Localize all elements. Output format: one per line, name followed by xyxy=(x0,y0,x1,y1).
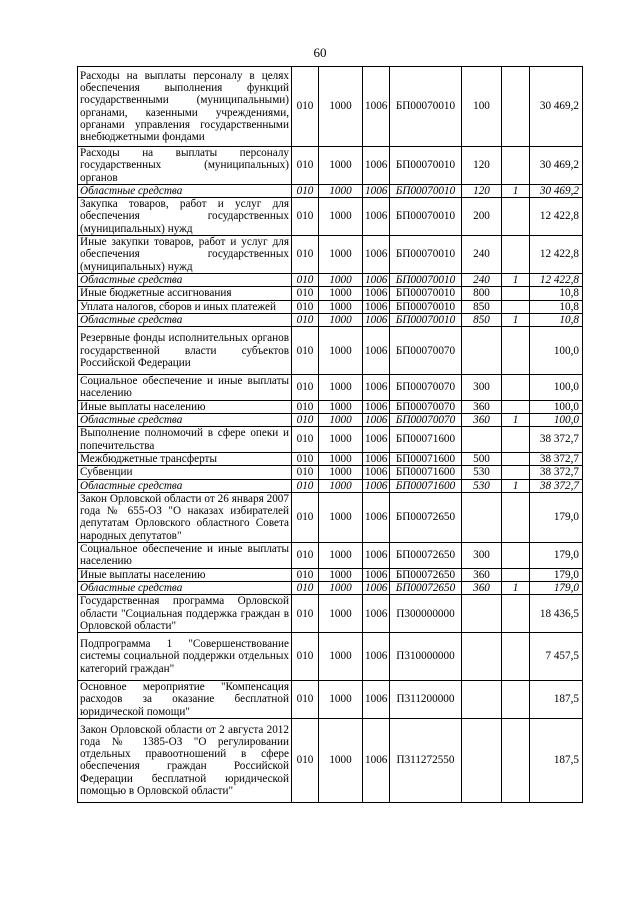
cell-pr: 1006 xyxy=(363,414,390,427)
cell-g: 010 xyxy=(292,313,319,326)
cell-g: 010 xyxy=(292,327,319,375)
cell-rz: 1000 xyxy=(319,427,363,453)
cell-src xyxy=(502,543,530,569)
budget-table xyxy=(77,66,583,803)
cell-rz: 1000 xyxy=(319,479,363,492)
table-row xyxy=(78,452,583,465)
cell-vr: 120 xyxy=(462,147,502,185)
cell-g: 010 xyxy=(292,427,319,453)
cell-pr: 1006 xyxy=(363,313,390,326)
cell-vr: 850 xyxy=(462,313,502,326)
cell-rz: 1000 xyxy=(319,452,363,465)
cell-src xyxy=(502,375,530,401)
cell-src xyxy=(502,300,530,313)
cell-vr: 100 xyxy=(462,67,502,147)
cell-csr: БП00070010 xyxy=(390,184,462,197)
cell-name: Подпрограмма 1 "Совершенствование системы социальной поддержки отдельных категорий граждан" xyxy=(78,633,292,681)
cell-pr: 1006 xyxy=(363,273,390,286)
table-row xyxy=(78,198,583,236)
table-row xyxy=(78,581,583,594)
cell-rz: 1000 xyxy=(319,313,363,326)
cell-g: 010 xyxy=(292,287,319,300)
cell-pr: 1006 xyxy=(363,633,390,681)
table-row xyxy=(78,595,583,633)
cell-sum: 12 422,8 xyxy=(530,273,583,286)
cell-src xyxy=(502,327,530,375)
cell-csr: БП00070010 xyxy=(390,147,462,185)
cell-csr: БП00070070 xyxy=(390,375,462,401)
cell-csr: П311200000 xyxy=(390,681,462,719)
cell-rz: 1000 xyxy=(319,147,363,185)
cell-name: Расходы на выплаты персоналу в целях обеспечения выполнения функций государственными (муниципальными) органами, казенными учреждениями, органами управления государственными внебюджетными фондами xyxy=(78,67,292,147)
cell-name: Закон Орловской области от 26 января 2007 года № 655-ОЗ "О наказах избирателей депутатам Орловского областного Совета народных депутатов" xyxy=(78,492,292,542)
cell-sum: 30 469,2 xyxy=(530,67,583,147)
cell-src xyxy=(502,681,530,719)
table-row xyxy=(78,236,583,274)
table-row xyxy=(78,287,583,300)
cell-vr: 530 xyxy=(462,479,502,492)
table-row xyxy=(78,327,583,375)
cell-g: 010 xyxy=(292,452,319,465)
cell-vr: 500 xyxy=(462,452,502,465)
table-row xyxy=(78,466,583,479)
cell-name: Основное мероприятие "Компенсация расходов за оказание бесплатной юридической помощи" xyxy=(78,681,292,719)
table-row xyxy=(78,300,583,313)
cell-rz: 1000 xyxy=(319,466,363,479)
table-row xyxy=(78,681,583,719)
cell-pr: 1006 xyxy=(363,327,390,375)
cell-g: 010 xyxy=(292,633,319,681)
cell-src xyxy=(502,400,530,413)
table-row xyxy=(78,400,583,413)
cell-src xyxy=(502,236,530,274)
cell-sum: 18 436,5 xyxy=(530,595,583,633)
cell-csr: П310000000 xyxy=(390,633,462,681)
cell-pr: 1006 xyxy=(363,466,390,479)
cell-sum: 179,0 xyxy=(530,568,583,581)
cell-pr: 1006 xyxy=(363,300,390,313)
cell-src xyxy=(502,568,530,581)
cell-csr: БП00072650 xyxy=(390,581,462,594)
cell-vr: 200 xyxy=(462,198,502,236)
cell-src xyxy=(502,718,530,802)
cell-pr: 1006 xyxy=(363,236,390,274)
cell-csr: БП00072650 xyxy=(390,492,462,542)
cell-sum: 12 422,8 xyxy=(530,198,583,236)
cell-pr: 1006 xyxy=(363,581,390,594)
cell-src: 1 xyxy=(502,184,530,197)
cell-name: Закупка товаров, работ и услуг для обеспечения государственных (муниципальных) нужд xyxy=(78,198,292,236)
cell-src: 1 xyxy=(502,273,530,286)
cell-g: 010 xyxy=(292,543,319,569)
cell-g: 010 xyxy=(292,273,319,286)
cell-name: Резервные фонды исполнительных органов государственной власти субъектов Российской Федерации xyxy=(78,327,292,375)
cell-pr: 1006 xyxy=(363,147,390,185)
table-row xyxy=(78,147,583,185)
cell-pr: 1006 xyxy=(363,184,390,197)
cell-g: 010 xyxy=(292,414,319,427)
cell-name: Областные средства xyxy=(78,273,292,286)
table-row xyxy=(78,375,583,401)
cell-g: 010 xyxy=(292,581,319,594)
cell-name: Иные закупки товаров, работ и услуг для обеспечения государственных (муниципальных) нужд xyxy=(78,236,292,274)
cell-sum: 30 469,2 xyxy=(530,184,583,197)
cell-vr xyxy=(462,492,502,542)
cell-src: 1 xyxy=(502,414,530,427)
cell-vr: 240 xyxy=(462,236,502,274)
cell-csr: БП00070010 xyxy=(390,236,462,274)
cell-pr: 1006 xyxy=(363,400,390,413)
cell-sum: 10,8 xyxy=(530,300,583,313)
cell-rz: 1000 xyxy=(319,492,363,542)
cell-vr: 360 xyxy=(462,581,502,594)
cell-src: 1 xyxy=(502,313,530,326)
cell-sum: 100,0 xyxy=(530,375,583,401)
cell-pr: 1006 xyxy=(363,543,390,569)
cell-vr: 300 xyxy=(462,375,502,401)
cell-vr xyxy=(462,327,502,375)
cell-sum: 187,5 xyxy=(530,681,583,719)
cell-vr: 360 xyxy=(462,414,502,427)
cell-rz: 1000 xyxy=(319,273,363,286)
cell-g: 010 xyxy=(292,198,319,236)
table-row xyxy=(78,543,583,569)
cell-sum: 187,5 xyxy=(530,718,583,802)
cell-csr: БП00070010 xyxy=(390,287,462,300)
cell-rz: 1000 xyxy=(319,633,363,681)
cell-pr: 1006 xyxy=(363,198,390,236)
cell-vr: 300 xyxy=(462,543,502,569)
cell-pr: 1006 xyxy=(363,67,390,147)
cell-vr xyxy=(462,718,502,802)
cell-g: 010 xyxy=(292,400,319,413)
cell-pr: 1006 xyxy=(363,287,390,300)
cell-sum: 30 469,2 xyxy=(530,147,583,185)
cell-csr: БП00071600 xyxy=(390,479,462,492)
cell-src xyxy=(502,147,530,185)
cell-vr xyxy=(462,681,502,719)
cell-vr: 240 xyxy=(462,273,502,286)
cell-csr: П300000000 xyxy=(390,595,462,633)
cell-g: 010 xyxy=(292,718,319,802)
cell-rz: 1000 xyxy=(319,67,363,147)
cell-name: Государственная программа Орловской области "Социальная поддержка граждан в Орловской области" xyxy=(78,595,292,633)
table-row xyxy=(78,633,583,681)
cell-g: 010 xyxy=(292,236,319,274)
cell-rz: 1000 xyxy=(319,184,363,197)
cell-sum: 179,0 xyxy=(530,543,583,569)
cell-src xyxy=(502,633,530,681)
cell-sum: 100,0 xyxy=(530,400,583,413)
cell-sum: 12 422,8 xyxy=(530,236,583,274)
cell-csr: БП00072650 xyxy=(390,543,462,569)
cell-g: 010 xyxy=(292,147,319,185)
cell-pr: 1006 xyxy=(363,479,390,492)
cell-csr: БП00070010 xyxy=(390,313,462,326)
cell-sum: 38 372,7 xyxy=(530,479,583,492)
cell-rz: 1000 xyxy=(319,287,363,300)
cell-csr: БП00070010 xyxy=(390,198,462,236)
cell-vr xyxy=(462,595,502,633)
table-row xyxy=(78,414,583,427)
cell-vr: 360 xyxy=(462,568,502,581)
cell-rz: 1000 xyxy=(319,595,363,633)
table-row xyxy=(78,492,583,542)
table-row xyxy=(78,67,583,147)
cell-vr: 120 xyxy=(462,184,502,197)
cell-vr xyxy=(462,633,502,681)
cell-rz: 1000 xyxy=(319,300,363,313)
cell-name: Иные выплаты населению xyxy=(78,400,292,413)
cell-sum: 100,0 xyxy=(530,327,583,375)
cell-sum: 179,0 xyxy=(530,492,583,542)
cell-vr: 850 xyxy=(462,300,502,313)
cell-g: 010 xyxy=(292,479,319,492)
cell-sum: 38 372,7 xyxy=(530,452,583,465)
cell-rz: 1000 xyxy=(319,198,363,236)
cell-pr: 1006 xyxy=(363,681,390,719)
cell-rz: 1000 xyxy=(319,414,363,427)
cell-g: 010 xyxy=(292,184,319,197)
cell-name: Уплата налогов, сборов и иных платежей xyxy=(78,300,292,313)
table-row xyxy=(78,718,583,802)
cell-rz: 1000 xyxy=(319,327,363,375)
cell-src xyxy=(502,452,530,465)
cell-name: Областные средства xyxy=(78,184,292,197)
cell-src xyxy=(502,67,530,147)
cell-csr: БП00070070 xyxy=(390,414,462,427)
cell-src xyxy=(502,492,530,542)
cell-csr: БП00070010 xyxy=(390,67,462,147)
cell-sum: 100,0 xyxy=(530,414,583,427)
cell-name: Выполнение полномочий в сфере опеки и попечительства xyxy=(78,427,292,453)
cell-rz: 1000 xyxy=(319,400,363,413)
cell-g: 010 xyxy=(292,595,319,633)
cell-src: 1 xyxy=(502,479,530,492)
cell-pr: 1006 xyxy=(363,595,390,633)
cell-sum: 179,0 xyxy=(530,581,583,594)
cell-g: 010 xyxy=(292,466,319,479)
cell-rz: 1000 xyxy=(319,543,363,569)
cell-name: Областные средства xyxy=(78,313,292,326)
cell-g: 010 xyxy=(292,67,319,147)
cell-name: Социальное обеспечение и иные выплаты населению xyxy=(78,543,292,569)
cell-sum: 10,8 xyxy=(530,313,583,326)
cell-rz: 1000 xyxy=(319,718,363,802)
cell-sum: 38 372,7 xyxy=(530,427,583,453)
table-row xyxy=(78,427,583,453)
cell-csr: БП00072650 xyxy=(390,568,462,581)
table-row xyxy=(78,568,583,581)
cell-src xyxy=(502,427,530,453)
cell-g: 010 xyxy=(292,492,319,542)
cell-g: 010 xyxy=(292,568,319,581)
cell-csr: БП00071600 xyxy=(390,452,462,465)
cell-csr: БП00070070 xyxy=(390,327,462,375)
cell-rz: 1000 xyxy=(319,581,363,594)
cell-csr: БП00071600 xyxy=(390,466,462,479)
cell-src xyxy=(502,466,530,479)
cell-vr: 800 xyxy=(462,287,502,300)
cell-csr: БП00071600 xyxy=(390,427,462,453)
cell-name: Межбюджетные трансферты xyxy=(78,452,292,465)
cell-name: Закон Орловской области от 2 августа 2012 года № 1385-ОЗ "О регулировании отдельных правоотношений в сфере обеспечения граждан Российской Федерации бесплатной юридической помощью в Орловской области" xyxy=(78,718,292,802)
cell-rz: 1000 xyxy=(319,681,363,719)
cell-csr: БП00070070 xyxy=(390,400,462,413)
table-row xyxy=(78,479,583,492)
cell-name: Областные средства xyxy=(78,479,292,492)
cell-pr: 1006 xyxy=(363,375,390,401)
cell-pr: 1006 xyxy=(363,492,390,542)
table-row xyxy=(78,313,583,326)
cell-csr: П311272550 xyxy=(390,718,462,802)
cell-vr: 530 xyxy=(462,466,502,479)
cell-g: 010 xyxy=(292,375,319,401)
cell-pr: 1006 xyxy=(363,568,390,581)
cell-name: Расходы на выплаты персоналу государственных (муниципальных) органов xyxy=(78,147,292,185)
page-number: 60 xyxy=(313,45,327,60)
cell-src xyxy=(502,287,530,300)
cell-csr: БП00070010 xyxy=(390,273,462,286)
cell-name: Социальное обеспечение и иные выплаты населению xyxy=(78,375,292,401)
table-row xyxy=(78,184,583,197)
table-row xyxy=(78,273,583,286)
cell-sum: 38 372,7 xyxy=(530,466,583,479)
cell-name: Областные средства xyxy=(78,581,292,594)
cell-name: Иные бюджетные ассигнования xyxy=(78,287,292,300)
cell-g: 010 xyxy=(292,681,319,719)
cell-sum: 10,8 xyxy=(530,287,583,300)
cell-g: 010 xyxy=(292,300,319,313)
cell-sum: 7 457,5 xyxy=(530,633,583,681)
cell-rz: 1000 xyxy=(319,375,363,401)
cell-csr: БП00070010 xyxy=(390,300,462,313)
cell-src xyxy=(502,595,530,633)
cell-name: Субвенции xyxy=(78,466,292,479)
cell-rz: 1000 xyxy=(319,568,363,581)
cell-pr: 1006 xyxy=(363,718,390,802)
cell-rz: 1000 xyxy=(319,236,363,274)
table-body xyxy=(78,67,583,803)
cell-pr: 1006 xyxy=(363,427,390,453)
cell-vr: 360 xyxy=(462,400,502,413)
cell-src: 1 xyxy=(502,581,530,594)
cell-pr: 1006 xyxy=(363,452,390,465)
cell-name: Иные выплаты населению xyxy=(78,568,292,581)
cell-name: Областные средства xyxy=(78,414,292,427)
cell-src xyxy=(502,198,530,236)
cell-vr xyxy=(462,427,502,453)
